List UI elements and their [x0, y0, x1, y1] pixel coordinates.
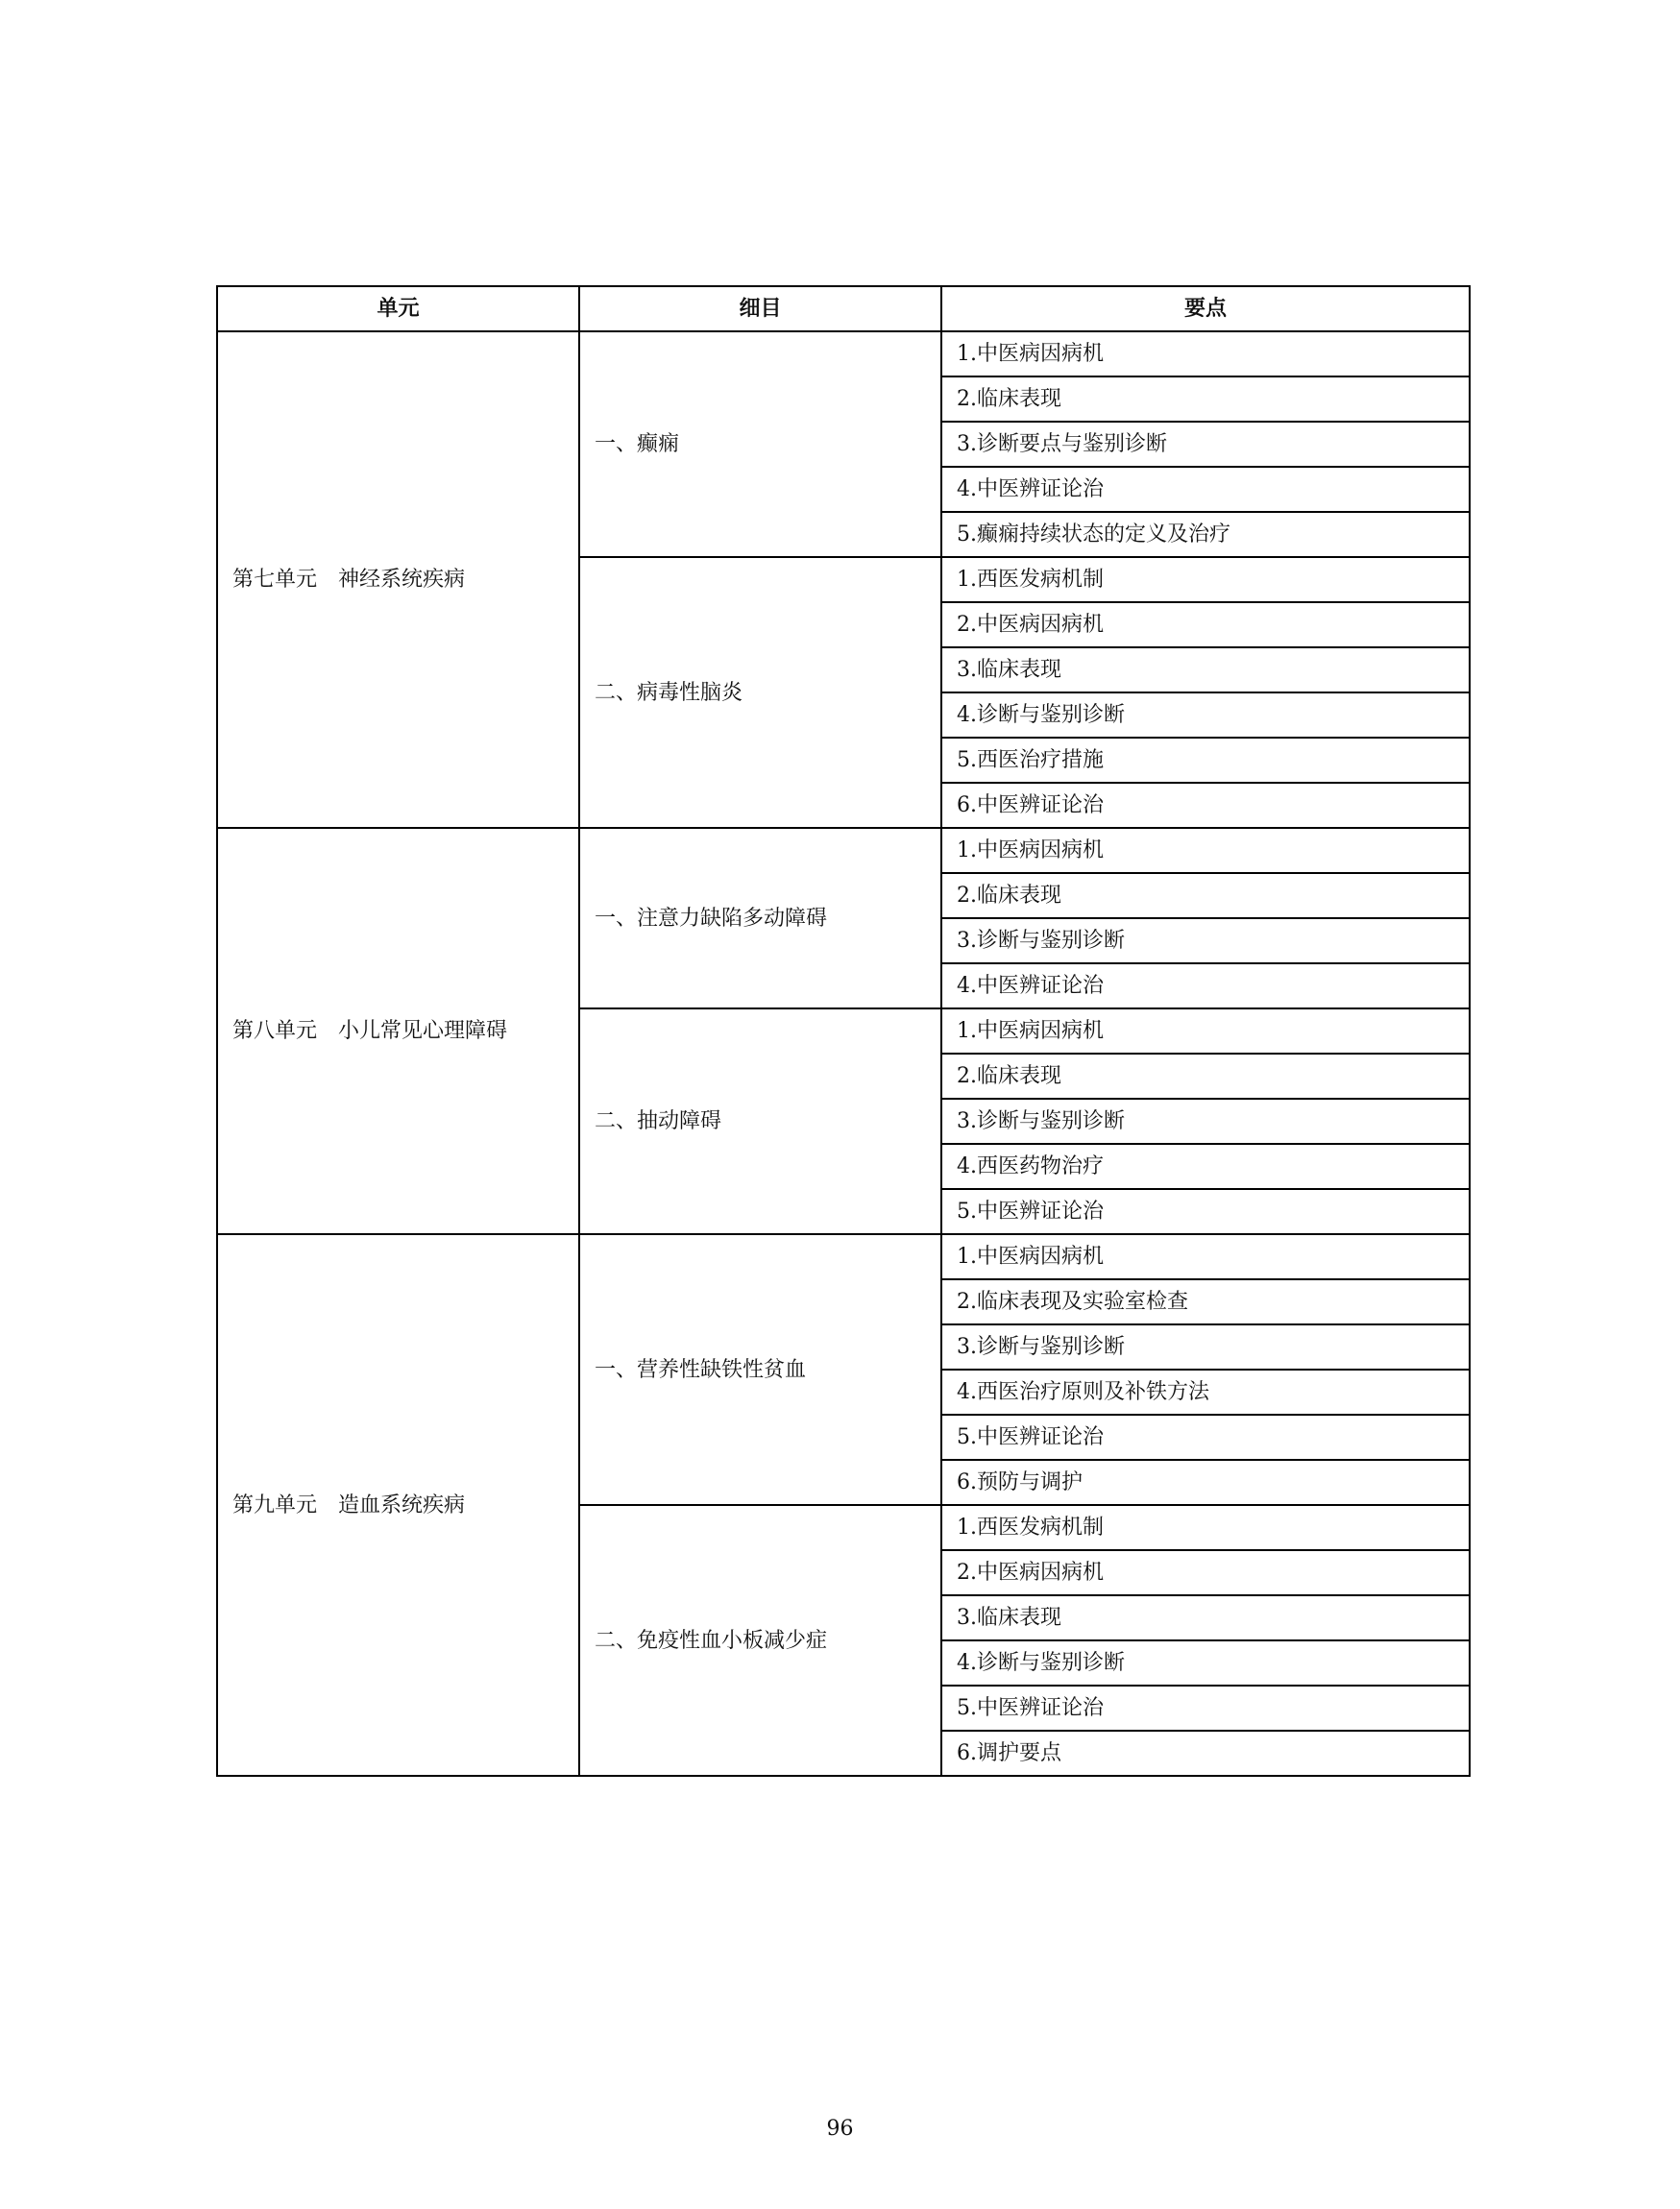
point-cell: 5.中医辨证论治: [941, 1686, 1470, 1731]
point-cell: 3.诊断与鉴别诊断: [941, 1099, 1470, 1144]
point-cell: 3.诊断与鉴别诊断: [941, 918, 1470, 963]
point-cell: 1.西医发病机制: [941, 1505, 1470, 1550]
point-cell: 3.诊断要点与鉴别诊断: [941, 422, 1470, 467]
point-cell: 1.中医病因病机: [941, 1234, 1470, 1279]
point-cell: 2.临床表现: [941, 376, 1470, 422]
point-cell: 2.临床表现及实验室检查: [941, 1279, 1470, 1324]
item-cell: 二、病毒性脑炎: [579, 557, 941, 828]
point-cell: 2.临床表现: [941, 1054, 1470, 1099]
item-cell: 一、营养性缺铁性贫血: [579, 1234, 941, 1505]
table-row: [217, 828, 1470, 873]
item-cell: 二、抽动障碍: [579, 1008, 941, 1234]
item-cell: 一、注意力缺陷多动障碍: [579, 828, 941, 1008]
point-cell: 5.癫痫持续状态的定义及治疗: [941, 512, 1470, 557]
point-cell: 4.中医辨证论治: [941, 963, 1470, 1008]
point-cell: 5.中医辨证论治: [941, 1189, 1470, 1234]
syllabus-table: [216, 285, 1471, 1777]
point-cell: 2.临床表现: [941, 873, 1470, 918]
unit-cell: 第八单元 小儿常见心理障碍: [217, 828, 579, 1234]
point-cell: 6.调护要点: [941, 1731, 1470, 1776]
point-cell: 3.诊断与鉴别诊断: [941, 1324, 1470, 1370]
point-cell: 6.预防与调护: [941, 1460, 1470, 1505]
point-cell: 1.中医病因病机: [941, 828, 1470, 873]
point-cell: 2.中医病因病机: [941, 602, 1470, 647]
point-cell: 4.诊断与鉴别诊断: [941, 692, 1470, 738]
header-item: 细目: [579, 286, 941, 331]
point-cell: 6.中医辨证论治: [941, 783, 1470, 828]
point-cell: 4.中医辨证论治: [941, 467, 1470, 512]
point-cell: 3.临床表现: [941, 647, 1470, 692]
point-cell: 4.西医治疗原则及补铁方法: [941, 1370, 1470, 1415]
point-cell: 4.诊断与鉴别诊断: [941, 1640, 1470, 1686]
page-number: 96: [826, 2117, 854, 2141]
item-cell: 二、免疫性血小板减少症: [579, 1505, 941, 1776]
point-cell: 1.中医病因病机: [941, 1008, 1470, 1054]
item-cell: 一、癫痫: [579, 331, 941, 557]
point-cell: 5.西医治疗措施: [941, 738, 1470, 783]
header-point: 要点: [941, 286, 1470, 331]
point-cell: 1.中医病因病机: [941, 331, 1470, 376]
point-cell: 1.西医发病机制: [941, 557, 1470, 602]
table-body: [217, 331, 1470, 1776]
unit-cell: 第九单元 造血系统疾病: [217, 1234, 579, 1776]
unit-cell: 第七单元 神经系统疾病: [217, 331, 579, 828]
header-unit: 单元: [217, 286, 579, 331]
point-cell: 5.中医辨证论治: [941, 1415, 1470, 1460]
point-cell: 4.西医药物治疗: [941, 1144, 1470, 1189]
point-cell: 3.临床表现: [941, 1595, 1470, 1640]
table-row: [217, 331, 1470, 376]
table-row: [217, 1234, 1470, 1279]
point-cell: 2.中医病因病机: [941, 1550, 1470, 1595]
table-header-row: [217, 286, 1470, 331]
